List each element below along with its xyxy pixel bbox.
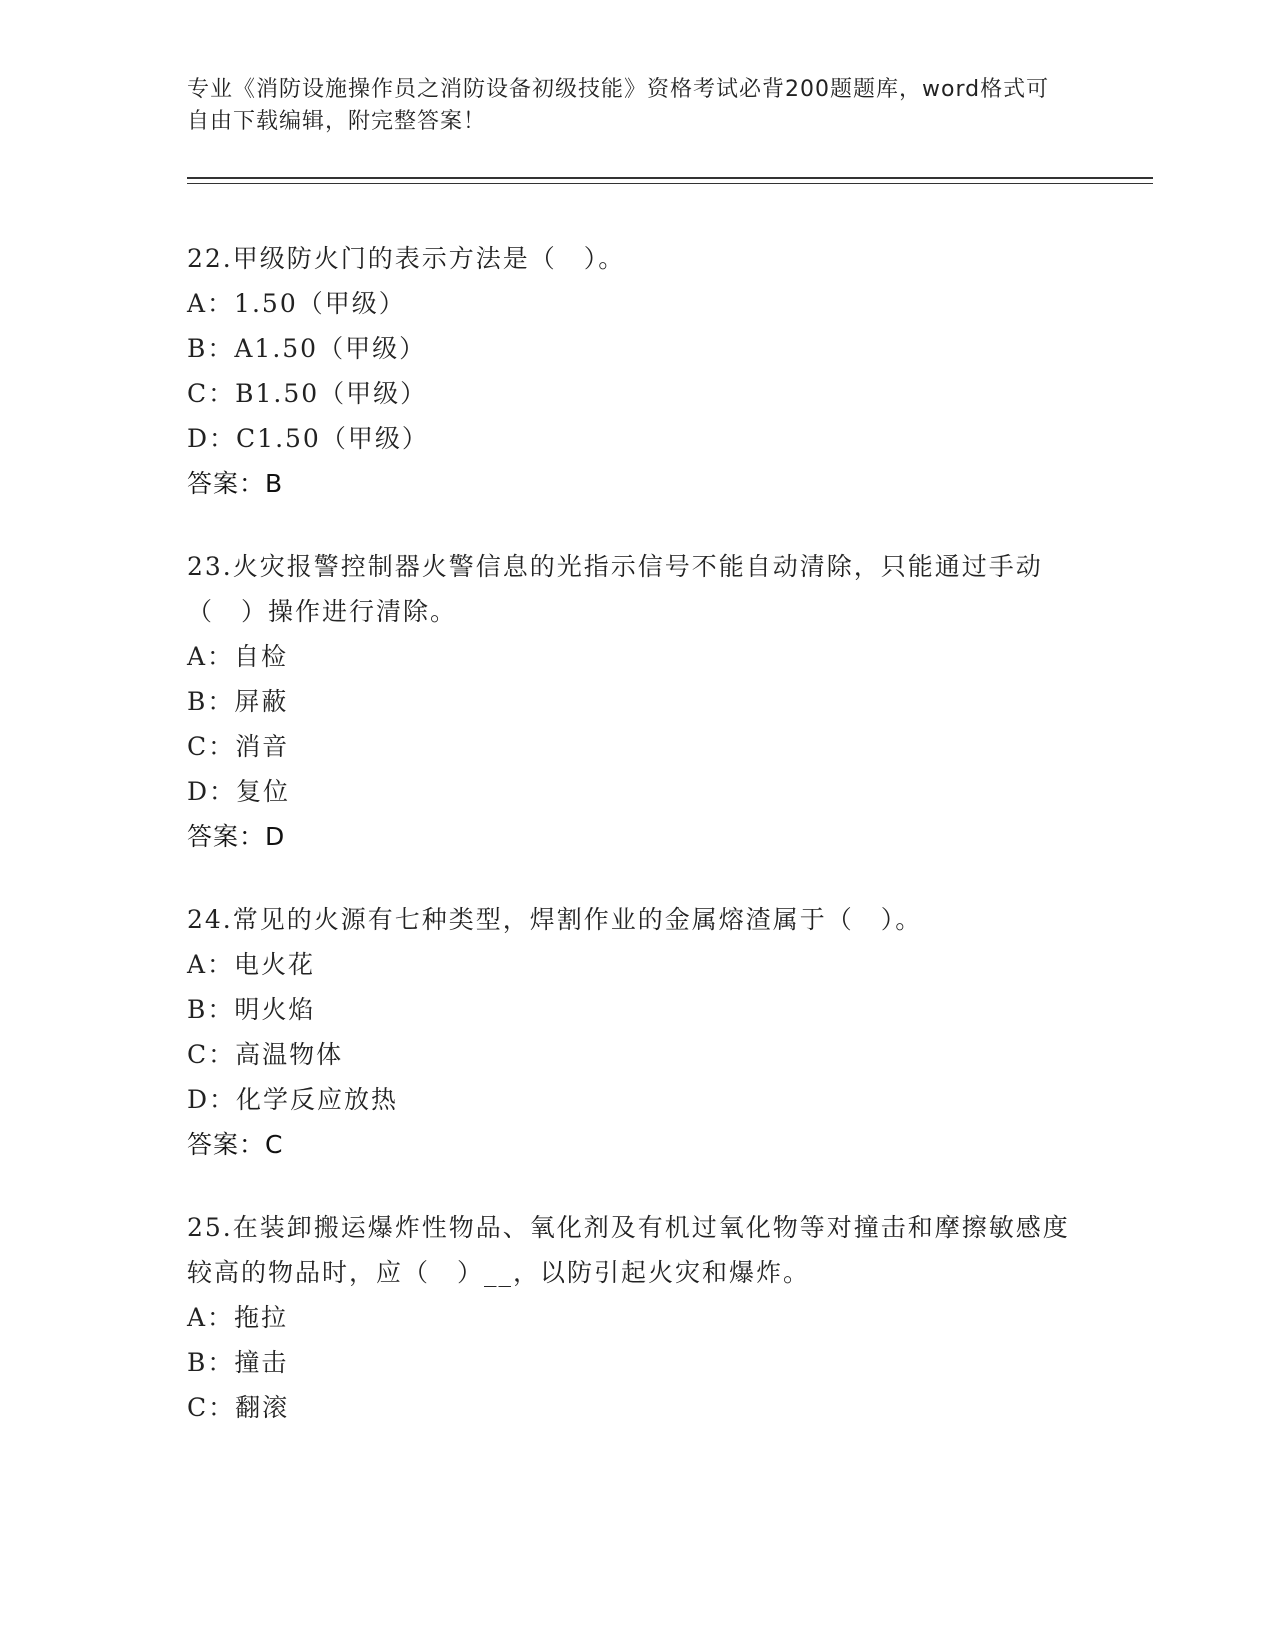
option-c: C：B1.50（甲级） (187, 379, 428, 408)
document-header: 专业《消防设施操作员之消防设备初级技能》资格考试必背200题题库，word格式可自由下载编辑，附完整答案！ (187, 77, 1050, 134)
question-list (187, 236, 1087, 1468)
answer: 答案：C (187, 1130, 284, 1159)
option-c: C：翻滚 (187, 1393, 290, 1422)
option-a: A：1.50（甲级） (187, 289, 406, 318)
answer: 答案：D (187, 822, 286, 851)
option-c: C：消音 (187, 732, 290, 761)
option-a: A：自检 (187, 642, 289, 671)
option-c: C：高温物体 (187, 1040, 344, 1069)
answer: 答案：B (187, 469, 284, 498)
question-25 (187, 1205, 1087, 1430)
option-d: D：化学反应放热 (187, 1085, 399, 1114)
question-text: 23.火灾报警控制器火警信息的光指示信号不能自动清除，只能通过手动（ ）操作进行清除。 (187, 552, 1043, 626)
option-a: A：拖拉 (187, 1303, 289, 1332)
question-text: 24.常见的火源有七种类型，焊割作业的金属熔渣属于（ ）。 (187, 905, 923, 934)
option-d: D：C1.50（甲级） (187, 424, 429, 453)
option-b: B：撞击 (187, 1348, 289, 1377)
option-b: B：屏蔽 (187, 687, 289, 716)
question-24 (187, 897, 1087, 1167)
option-a: A：电火花 (187, 950, 316, 979)
question-text: 25.在装卸搬运爆炸性物品、氧化剂及有机过氧化物等对撞击和摩擦敏感度较高的物品时，应（ ）__，以防引起火灾和爆炸。 (187, 1213, 1070, 1287)
header-divider-thin (187, 183, 1153, 184)
option-d: D：复位 (187, 777, 291, 806)
option-b: B：明火焰 (187, 995, 316, 1024)
header-divider (187, 177, 1153, 179)
question-text: 22.甲级防火门的表示方法是（ ）。 (187, 244, 626, 273)
question-23 (187, 544, 1087, 859)
option-b: B：A1.50（甲级） (187, 334, 427, 363)
question-22 (187, 236, 1087, 506)
